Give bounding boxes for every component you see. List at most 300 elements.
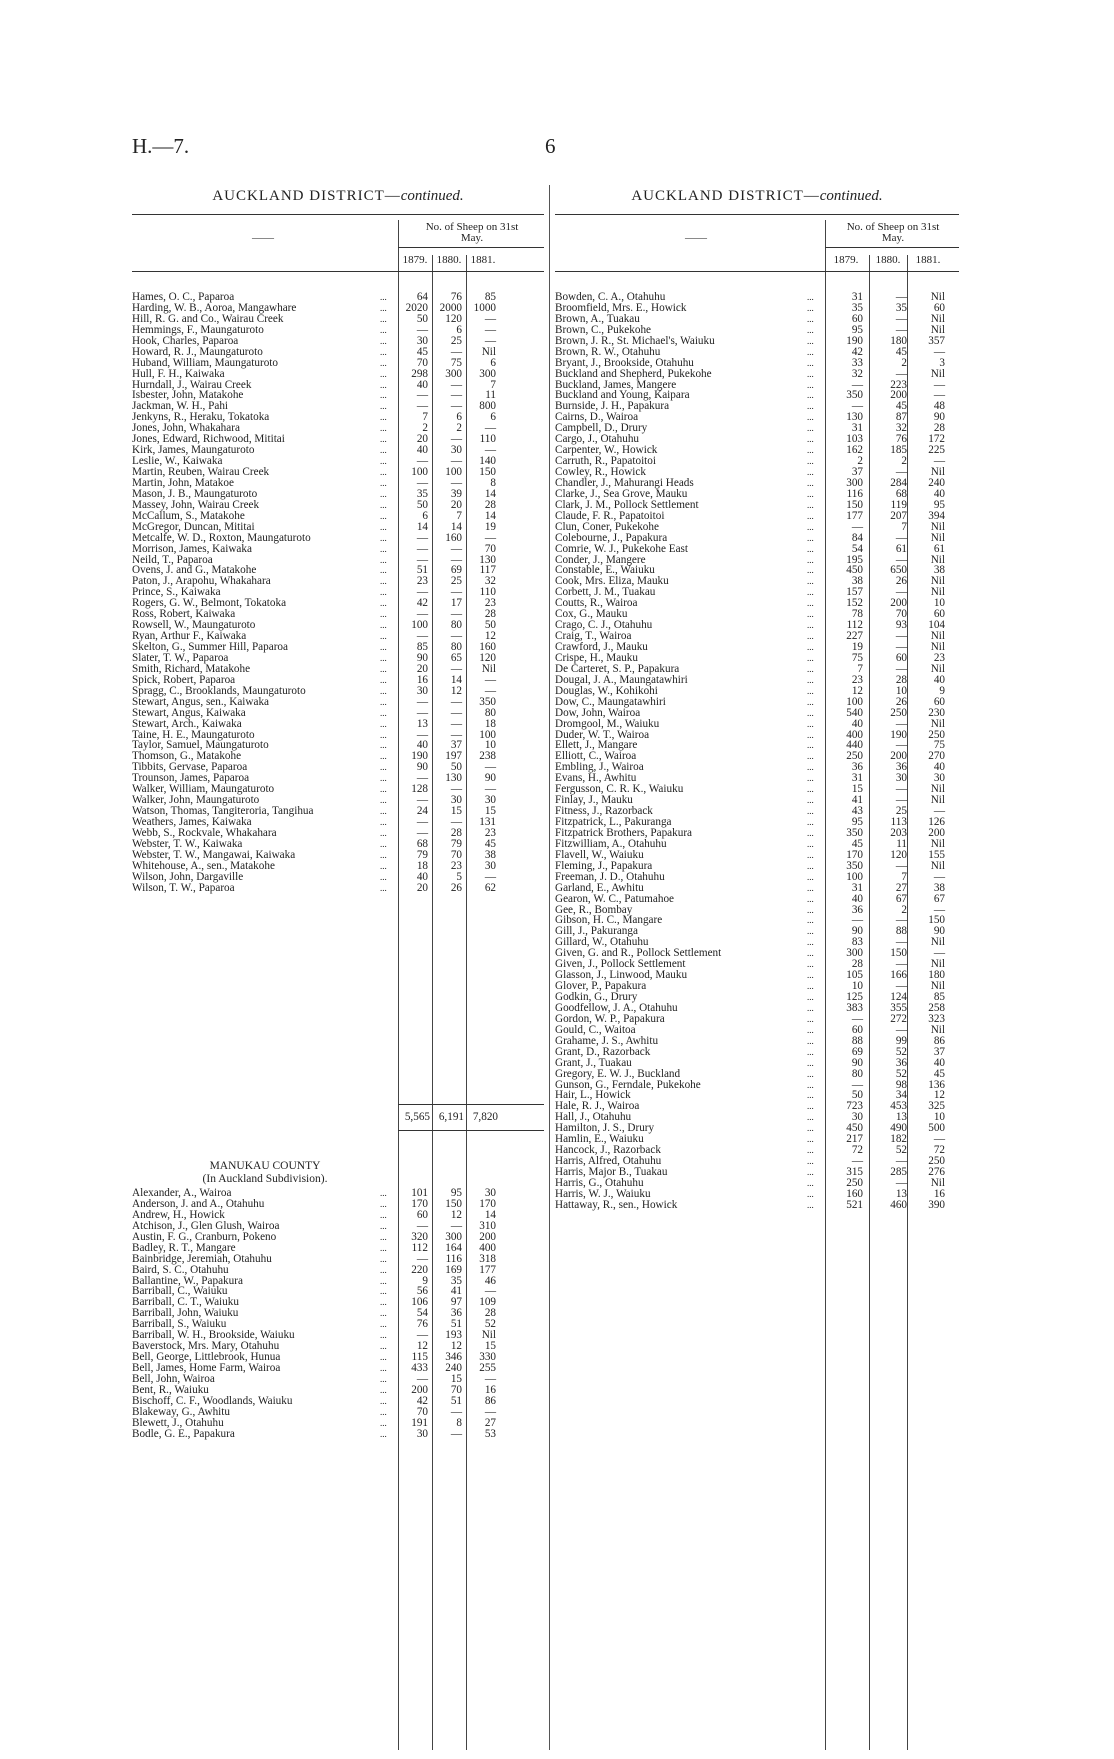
cell-1881: — [933, 389, 945, 402]
table-row [555, 883, 959, 894]
cell-1880: — [450, 662, 462, 675]
row-name: Hames, O. C., Paparoa [132, 291, 235, 303]
cell-1881: 150 [479, 466, 496, 478]
cell-1881: 14 [484, 487, 496, 500]
cell-1879: — [416, 455, 428, 468]
leader-dots: ... [380, 445, 387, 456]
cell-1879: 220 [411, 1263, 428, 1276]
cell-1881: — [484, 1285, 496, 1298]
cell-1881: 67 [933, 892, 945, 905]
leader-dots: ... [807, 456, 814, 467]
cell-1881: 11 [485, 389, 496, 402]
cell-1879: — [851, 1012, 863, 1025]
cell-1880: 160 [445, 531, 462, 544]
row-name: Dow, C., Maungatawhiri [555, 695, 666, 708]
leader-dots: ... [807, 554, 814, 565]
cell-1881: — [484, 1405, 496, 1418]
cell-1880: 13 [895, 1111, 907, 1124]
cell-1881: — [484, 312, 496, 325]
cell-1880: 180 [890, 334, 907, 347]
leader-dots: ... [380, 412, 387, 423]
cell-1880: 26 [895, 575, 907, 588]
cell-1879: 103 [846, 433, 863, 446]
cell-1880: 70 [450, 1383, 462, 1396]
right-year-1880: 1880. [875, 254, 901, 266]
row-name: Hull, F. H., Kaiwaka [132, 367, 225, 380]
cell-1880: 25 [895, 805, 907, 818]
cell-1880: — [450, 400, 462, 413]
cell-1879: 70 [416, 356, 428, 369]
cell-1879: 33 [851, 356, 863, 369]
cell-1881: 136 [928, 1078, 945, 1091]
leader-dots: ... [807, 1156, 814, 1167]
row-name: Hattaway, R., sen., Howick [555, 1198, 678, 1211]
leader-dots: ... [380, 1286, 387, 1297]
cell-1879: — [416, 400, 428, 413]
cell-1879: 2020 [405, 301, 428, 314]
leader-dots: ... [807, 565, 814, 576]
cell-1880: — [895, 717, 907, 730]
cell-1881: 800 [479, 400, 496, 413]
cell-1881: 200 [928, 826, 945, 839]
leader-dots: ... [380, 1231, 387, 1242]
cell-1881: 62 [484, 881, 496, 894]
cell-1881: Nil [930, 466, 945, 478]
leader-dots: ... [380, 499, 387, 510]
cell-1881: Nil [930, 520, 945, 533]
cell-1880: — [895, 980, 907, 993]
cell-1881: Nil [930, 553, 945, 566]
leader-dots: ... [380, 313, 387, 324]
cell-1880: 52 [895, 1067, 907, 1080]
row-name: Dow, John, Wairoa [555, 706, 641, 719]
row-name: Martin, Reuben, Wairau Creek [132, 466, 270, 478]
cell-1880: — [895, 739, 907, 752]
leader-dots: ... [807, 1090, 814, 1101]
row-name: Gregory, E. W. J., Buckland [555, 1067, 681, 1080]
row-name: Taine, H. E., Maungaturoto [132, 728, 255, 741]
cell-1879: 7 [857, 662, 863, 675]
cell-1879: — [416, 531, 428, 544]
leader-dots: ... [807, 313, 814, 324]
cell-1879: 16 [416, 673, 428, 686]
row-name: Wilson, John, Dargaville [132, 870, 244, 883]
cell-1881: 318 [479, 1252, 496, 1265]
cell-1879: 70 [416, 1405, 428, 1418]
cell-1880: 15 [450, 1372, 462, 1385]
cell-1880: 10 [895, 684, 907, 697]
cell-1879: 50 [416, 312, 428, 325]
row-name: Neild, T., Paparoa [132, 553, 213, 566]
row-name: Grant, J., Tuakau [555, 1056, 632, 1069]
row-name: Spick, Robert, Paparoa [132, 673, 236, 686]
leader-dots: ... [380, 488, 387, 499]
cell-1879: — [416, 608, 428, 621]
cell-1879: — [851, 914, 863, 927]
leader-dots: ... [380, 357, 387, 368]
cell-1879: 100 [411, 466, 428, 478]
cell-1879: 38 [851, 575, 863, 588]
leader-dots: ... [807, 970, 814, 981]
cell-1881: 19 [484, 520, 496, 533]
cell-1879: 90 [416, 761, 428, 774]
row-name: Harris, G., Otahuhu [555, 1176, 644, 1189]
cell-1881: 6 [490, 356, 496, 369]
cell-1880: 67 [895, 892, 907, 905]
cell-1880: — [450, 816, 462, 828]
cell-1881: 323 [928, 1012, 945, 1025]
cell-1881: 250 [928, 1155, 945, 1168]
cell-1880: — [895, 1176, 907, 1189]
cell-1881: 400 [479, 1241, 496, 1254]
cell-1881: 14 [484, 1208, 496, 1221]
leader-dots: ... [807, 1134, 814, 1145]
cell-1880: — [895, 783, 907, 796]
leader-dots: ... [807, 1145, 814, 1156]
row-name: Walker, John, Maungaturoto [132, 794, 260, 807]
cell-1881: 86 [484, 1394, 496, 1407]
leader-dots: ... [807, 959, 814, 970]
leader-dots: ... [807, 1002, 814, 1013]
cell-1880: 240 [445, 1362, 462, 1374]
row-name: Cairns, D., Wairoa [555, 411, 639, 424]
row-name: Jones, John, Whakahara [132, 422, 240, 435]
cell-1880: — [450, 553, 462, 566]
cell-1879: — [416, 630, 428, 643]
cell-1881: 75 [933, 739, 945, 752]
cell-1881: Nil [930, 958, 945, 971]
cell-1881: — [484, 323, 496, 336]
cell-1881: 160 [479, 641, 496, 653]
cell-1880: 250 [890, 706, 907, 719]
row-name: Cook, Mrs. Eliza, Mauku [555, 575, 669, 588]
row-name: Rowsell, W., Maungaturoto [132, 619, 256, 632]
cell-1879: 177 [846, 509, 863, 522]
left-column [132, 0, 544, 1759]
leader-dots: ... [380, 532, 387, 543]
column-divider [549, 185, 550, 1750]
cell-1881: 40 [933, 673, 945, 686]
cell-1881: Nil [930, 630, 945, 643]
row-name: Baverstock, Mrs. Mary, Otahuhu [132, 1340, 280, 1353]
cell-1881: — [484, 783, 496, 796]
cell-1880: 28 [450, 826, 462, 839]
table-row [132, 697, 544, 708]
row-name: Stewart, Angus, Kaiwaka [132, 706, 246, 719]
cell-1879: 101 [411, 1187, 428, 1199]
row-name: Gillard, W., Otahuhu [555, 936, 649, 949]
cell-1879: 32 [851, 367, 863, 380]
cell-1881: 16 [484, 1383, 496, 1396]
row-name: Given, G. and R., Pollock Settlement [555, 947, 722, 960]
table-row [555, 1200, 959, 1211]
row-name: Brown, C., Pukekohe [555, 323, 652, 336]
row-name: Elliott, C., Wairoa [555, 750, 637, 763]
leader-dots: ... [807, 1057, 814, 1068]
row-name: Buckland and Young, Kaipara [555, 389, 690, 402]
cell-1879: 160 [846, 1187, 863, 1200]
row-name: Andrew, H., Howick [132, 1208, 225, 1221]
leader-dots: ... [807, 751, 814, 762]
leader-dots: ... [807, 663, 814, 674]
cell-1881: 126 [928, 816, 945, 828]
row-name: Brown, A., Tuakau [555, 312, 640, 325]
cell-1879: — [416, 826, 428, 839]
leader-dots: ... [807, 882, 814, 893]
cell-1881: 40 [933, 1056, 945, 1069]
cell-1880: 70 [450, 848, 462, 861]
cell-1879: 7 [422, 411, 428, 424]
cell-1880: 346 [445, 1351, 462, 1364]
leader-dots: ... [807, 412, 814, 423]
cell-1880: — [895, 936, 907, 949]
cell-1879: 40 [416, 739, 428, 752]
cell-1879: 72 [851, 1144, 863, 1157]
table-row [555, 1069, 959, 1080]
cell-1881: Nil [930, 717, 945, 730]
cell-1881: Nil [930, 794, 945, 807]
cell-1880: — [450, 1405, 462, 1418]
cell-1880: 36 [895, 761, 907, 774]
row-name: Glasson, J., Linwood, Mauku [555, 969, 688, 982]
cell-1879: 31 [851, 772, 863, 785]
leader-dots: ... [380, 434, 387, 445]
cell-1880: 45 [895, 345, 907, 358]
leader-dots: ... [807, 674, 814, 685]
table-row [132, 1265, 544, 1276]
leader-dots: ... [380, 346, 387, 357]
cell-1879: 83 [851, 936, 863, 949]
leader-dots: ... [380, 368, 387, 379]
cell-1880: 7 [456, 509, 462, 522]
cell-1880: 95 [450, 1187, 462, 1199]
cell-1879: — [416, 1372, 428, 1385]
cell-1880: — [450, 1427, 462, 1440]
leader-dots: ... [807, 838, 814, 849]
cell-1881: 53 [484, 1427, 496, 1440]
cell-1881: 28 [933, 422, 945, 435]
leader-dots: ... [807, 292, 814, 302]
cell-1879: 300 [846, 476, 863, 489]
cell-1880: 113 [890, 816, 907, 828]
row-name: Kirk, James, Maungaturoto [132, 444, 255, 457]
cell-1879: 60 [416, 1208, 428, 1221]
leader-dots: ... [807, 532, 814, 543]
table-row [132, 1418, 544, 1429]
row-name: Rogers, G. W., Belmont, Tokatoka [132, 597, 287, 610]
leader-dots: ... [807, 1035, 814, 1046]
row-name: Grahame, J. S., Awhitu [555, 1034, 659, 1047]
cell-1880: 75 [450, 356, 462, 369]
cell-1879: 30 [416, 334, 428, 347]
right-name-dash: —— [685, 232, 707, 244]
cell-1880: 200 [890, 389, 907, 402]
leader-dots: ... [380, 1395, 387, 1406]
row-name: Colebourne, J., Papakura [555, 531, 668, 544]
leader-dots: ... [380, 335, 387, 346]
cell-1879: 95 [851, 816, 863, 828]
cell-1880: 76 [895, 433, 907, 446]
cell-1879: 100 [846, 870, 863, 883]
row-name: Glover, P., Papakura [555, 980, 647, 993]
cell-1881: Nil [930, 312, 945, 325]
cell-1880: 124 [890, 991, 907, 1003]
cell-1881: 28 [484, 498, 496, 511]
cell-1881: — [484, 684, 496, 697]
cell-1879: 76 [416, 1318, 428, 1331]
cell-1881: — [484, 444, 496, 457]
leader-dots: ... [807, 488, 814, 499]
row-name: Bell, George, Littlebrook, Hunua [132, 1351, 281, 1364]
cell-1880: 69 [450, 564, 462, 577]
row-name: Jenkyns, R., Heraku, Tokatoka [132, 411, 270, 424]
row-name: Ovens, J. and G., Matakohe [132, 564, 257, 577]
cell-1880: 12 [450, 1340, 462, 1353]
cell-1880: — [895, 794, 907, 807]
cell-1879: 31 [851, 422, 863, 435]
row-name: Gill, J., Pakuranga [555, 925, 638, 938]
row-name: Hill, R. G. and Co., Wairau Creek [132, 312, 284, 325]
cell-1880: 207 [890, 509, 907, 522]
cell-1879: 40 [851, 717, 863, 730]
cell-1880: 27 [895, 881, 907, 894]
cell-1881: 270 [928, 750, 945, 763]
cell-1879: 250 [846, 750, 863, 763]
row-name: Barriball, W. H., Brookside, Waiuku [132, 1329, 295, 1342]
cell-1881: 238 [479, 750, 496, 763]
cell-1879: 170 [411, 1197, 428, 1210]
cell-1880: 99 [895, 1034, 907, 1047]
right-table-rows [555, 292, 959, 1211]
row-name: Crispe, H., Mauku [555, 651, 638, 664]
cell-1881: 45 [933, 1067, 945, 1080]
cell-1880: — [450, 728, 462, 741]
cell-1879: 2 [422, 422, 428, 435]
cell-1881: 225 [928, 444, 945, 457]
cell-1881: 45 [484, 837, 496, 850]
cell-1880: 97 [450, 1296, 462, 1309]
cell-1879: 195 [846, 553, 863, 566]
cell-1879: — [416, 728, 428, 741]
cell-1881: 48 [933, 400, 945, 413]
cell-1880: 8 [456, 1416, 462, 1429]
row-name: Baird, S. C., Otahuhu [132, 1263, 229, 1276]
cell-1881: 100 [479, 728, 496, 741]
leader-dots: ... [807, 434, 814, 445]
leader-dots: ... [380, 1253, 387, 1264]
row-name: Chandler, J., Mahurangi Heads [555, 476, 694, 489]
table-row [132, 1429, 544, 1440]
row-name: Embling, J., Wairoa [555, 761, 644, 774]
cell-1880: — [895, 312, 907, 325]
cell-1879: 200 [411, 1383, 428, 1396]
cell-1880: 12 [450, 1208, 462, 1221]
leader-dots: ... [807, 806, 814, 817]
row-name: Stewart, Arch., Kaiwaka [132, 717, 242, 730]
cell-1880: 37 [450, 739, 462, 752]
leader-dots: ... [380, 565, 387, 576]
cell-1879: 40 [851, 892, 863, 905]
cell-1879: 20 [416, 662, 428, 675]
leader-dots: ... [807, 1079, 814, 1090]
cell-1880: — [895, 630, 907, 643]
cell-1880: 119 [890, 498, 907, 511]
leader-dots: ... [380, 620, 387, 631]
leader-dots: ... [380, 576, 387, 587]
cell-1879: 100 [846, 695, 863, 708]
cell-1881: Nil [481, 1329, 496, 1342]
cell-1881: 85 [484, 291, 496, 303]
cell-1881: 131 [479, 816, 496, 828]
cell-1879: 170 [846, 848, 863, 861]
leader-dots: ... [807, 324, 814, 335]
row-name: Skelton, G., Summer Hill, Paparoa [132, 641, 288, 653]
cell-1880: — [895, 958, 907, 971]
leader-dots: ... [380, 849, 387, 860]
cell-1879: — [416, 323, 428, 336]
cell-1880: 6 [456, 411, 462, 424]
leader-dots: ... [807, 401, 814, 412]
cell-1880: 52 [895, 1045, 907, 1058]
cell-1879: 35 [416, 487, 428, 500]
cell-1879: 12 [851, 684, 863, 697]
cell-1879: — [851, 1078, 863, 1091]
row-name: Clun, Coner, Pukekohe [555, 520, 659, 533]
cell-1880: — [450, 345, 462, 358]
leader-dots: ... [380, 324, 387, 335]
cell-1879: 42 [851, 345, 863, 358]
cell-1880: 453 [890, 1100, 907, 1113]
cell-1879: 90 [416, 651, 428, 664]
row-name: Smith, Richard, Matakohe [132, 662, 251, 675]
table-row [555, 522, 959, 533]
leader-dots: ... [380, 543, 387, 554]
leader-dots: ... [807, 981, 814, 992]
cell-1880: — [450, 630, 462, 643]
cell-1879: 23 [851, 673, 863, 686]
cell-1879: 84 [851, 531, 863, 544]
row-name: Harding, W. B., Aoroa, Mangawhare [132, 301, 297, 314]
row-name: Blewett, J., Otahuhu [132, 1416, 224, 1429]
leader-dots: ... [807, 740, 814, 751]
cell-1879: — [416, 553, 428, 566]
table-row [132, 358, 544, 369]
row-name: Goodfellow, J. A., Otahuhu [555, 1001, 678, 1014]
cell-1881: 330 [479, 1351, 496, 1364]
cell-1880: 35 [895, 301, 907, 314]
row-name: Fitzwilliam, A., Otahuhu [555, 837, 667, 850]
cell-1881: 60 [933, 301, 945, 314]
cell-1880: 34 [895, 1089, 907, 1102]
leader-dots: ... [807, 302, 814, 313]
cell-1879: 10 [851, 980, 863, 993]
table-row [555, 872, 959, 883]
cell-1879: — [851, 1155, 863, 1168]
cell-1880: 7 [901, 870, 907, 883]
cell-1879: 50 [416, 498, 428, 511]
cell-1880: 68 [895, 487, 907, 500]
row-name: Cargo, J., Otahuhu [555, 433, 640, 446]
cell-1880: — [895, 1023, 907, 1036]
leader-dots: ... [380, 729, 387, 740]
cell-1880: — [450, 542, 462, 555]
cell-1880: 200 [890, 750, 907, 763]
row-name: Coutts, R., Wairoa [555, 597, 638, 610]
leader-dots: ... [807, 587, 814, 598]
cell-1881: 60 [933, 608, 945, 621]
leader-dots: ... [380, 423, 387, 434]
row-name: Duder, W. T., Wairoa [555, 728, 650, 741]
